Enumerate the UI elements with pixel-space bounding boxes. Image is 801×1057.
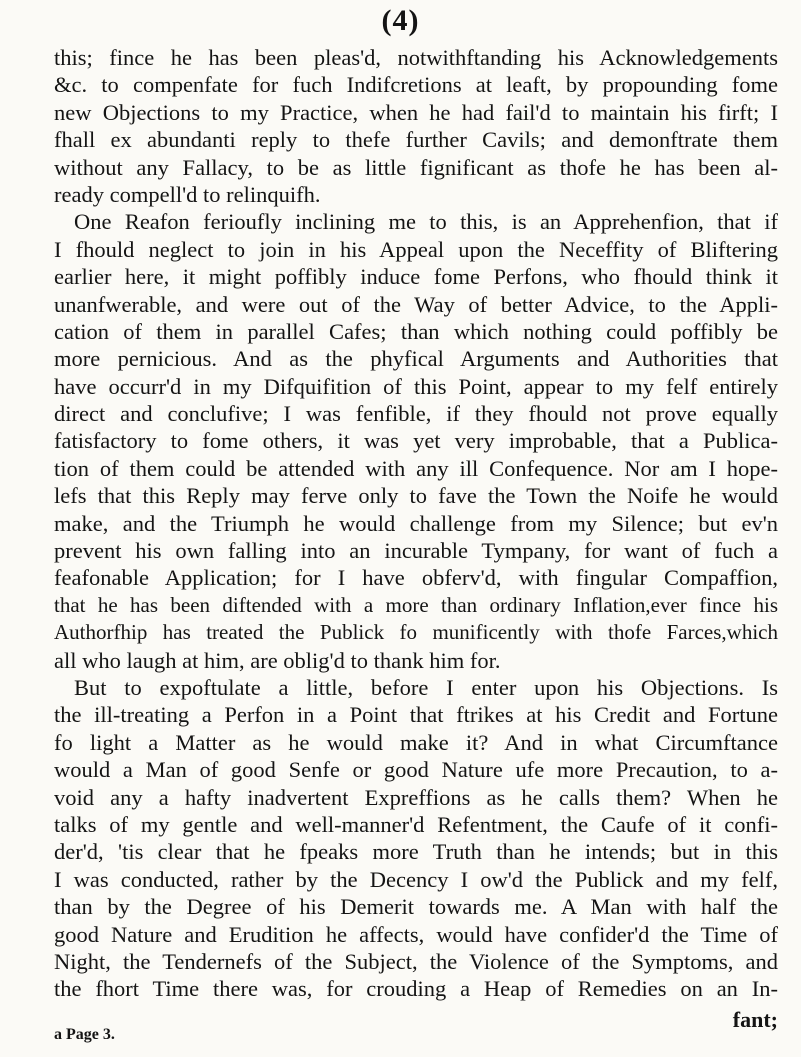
text-line: new Objections to my Practice, when he had fail'd to maintain his firft; I bbox=[54, 99, 778, 125]
text-line: more pernicious. And as the phyfical Arguments and Authorities that bbox=[54, 346, 778, 372]
text-line: &c. to compenfate for fuch Indifcretions at leaft, by propounding fome bbox=[54, 72, 778, 98]
body-text bbox=[54, 44, 778, 1003]
text-line: tion of them could be attended with any ill Confequence. Nor am I hope- bbox=[54, 455, 778, 481]
text-line: But to expoftulate a little, before I enter upon his Objections. Is bbox=[74, 674, 778, 700]
text-line: the fhort Time there was, for crouding a Heap of Remedies on an In- bbox=[54, 976, 778, 1002]
text-line: have occurr'd in my Difquifition of this Point, appear to my felf entirely bbox=[54, 373, 778, 399]
text-line: than by the Degree of his Demerit towards me. A Man with half the bbox=[54, 894, 778, 920]
text-line: der'd, 'tis clear that he fpeaks more Truth than he intends; but in this bbox=[54, 839, 778, 865]
text-line: talks of my gentle and well-manner'd Refentment, the Caufe of it confi- bbox=[54, 811, 778, 837]
text-line: without any Fallacy, to be as little fignificant as thofe he has been al- bbox=[54, 154, 778, 180]
text-line: feafonable Application; for I have obferv'd, with fingular Compaffion, bbox=[54, 565, 778, 591]
text-line: fhall ex abundanti reply to thefe further Cavils; and demonftrate them bbox=[54, 127, 778, 153]
text-line: lefs that this Reply may ferve only to fave the Town the Noife he would bbox=[54, 483, 778, 509]
text-line: ready compell'd to relinquifh. bbox=[54, 181, 321, 207]
text-line: unanfwerable, and were out of the Way of better Advice, to the Appli- bbox=[54, 291, 778, 317]
text-line: all who laugh at him, are oblig'd to thank him for. bbox=[54, 647, 501, 673]
catchword: fant; bbox=[732, 1007, 778, 1032]
text-line: prevent his own falling into an incurable Tympany, for want of fuch a bbox=[54, 538, 778, 564]
text-line: fatisfactory to fome others, it was yet very improbable, that a Publica- bbox=[54, 428, 778, 454]
text-line: that he has been diftended with a more than ordinary Inflation,ever fince his bbox=[54, 592, 778, 617]
page-footer bbox=[54, 1007, 778, 1050]
text-line: fo light a Matter as he would make it? And in what Circumftance bbox=[54, 729, 778, 755]
text-line: cation of them in parallel Cafes; than which nothing could poffibly be bbox=[54, 318, 778, 344]
text-line: Authorfhip has treated the Publick fo munificently with thofe Farces,which bbox=[54, 620, 778, 645]
text-line: Night, the Tendernefs of the Subject, the Violence of the Symptoms, and bbox=[54, 948, 778, 974]
page-number: (4) bbox=[381, 4, 420, 37]
text-line: make, and the Triumph he would challenge from my Silence; but ev'n bbox=[54, 510, 778, 536]
text-line: direct and conclufive; I was fenfible, if they fhould not prove equally bbox=[54, 401, 778, 427]
text-line: would a Man of good Senfe or good Nature ufe more Precaution, to a- bbox=[54, 757, 778, 783]
text-line: void any a hafty inadvertent Expreffions as he calls them? When he bbox=[54, 784, 778, 810]
text-line: this; fince he has been pleas'd, notwithftanding his Acknowledgements bbox=[54, 45, 778, 70]
text-line: I was conducted, rather by the Decency I ow'd the Publick and my felf, bbox=[54, 866, 778, 892]
text-line: good Nature and Erudition he affects, would have confider'd the Time of bbox=[54, 921, 778, 947]
text-line: earlier here, it might poffibly induce fome Perfons, who fhould think it bbox=[54, 264, 778, 290]
footnote: a Page 3. bbox=[54, 1026, 115, 1043]
text-line: I fhould neglect to join in his Appeal upon the Neceffity of Bliftering bbox=[54, 236, 778, 262]
text-line: the ill-treating a Perfon in a Point that ftrikes at his Credit and Fortune bbox=[54, 702, 778, 728]
text-line: One Reafon ferioufly inclining me to this, is an Apprehenfion, that if bbox=[74, 209, 778, 235]
